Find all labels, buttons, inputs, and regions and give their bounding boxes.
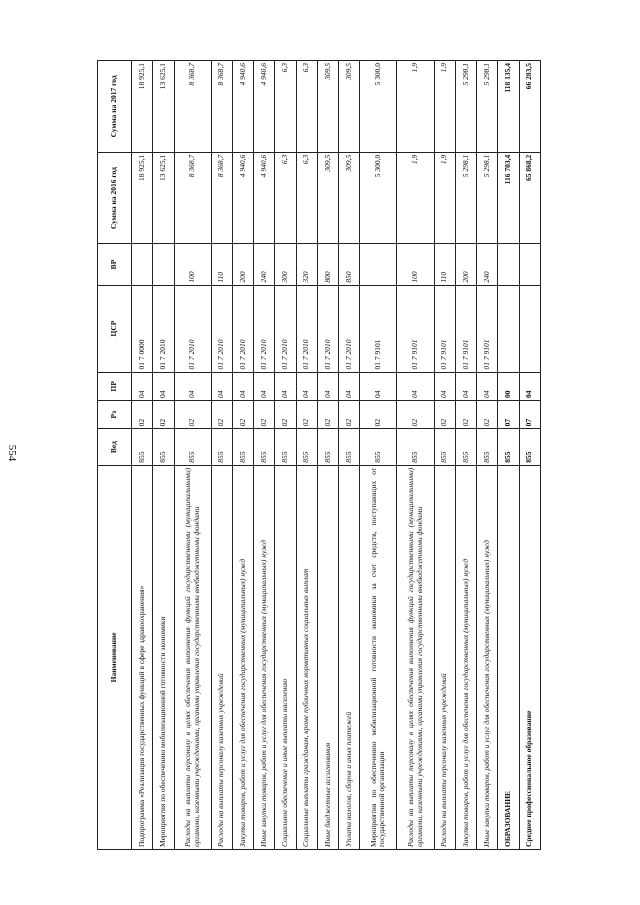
cell-vr: 800 xyxy=(317,244,338,285)
cell-sum2017: 309,5 xyxy=(339,61,360,153)
table-row xyxy=(360,61,397,850)
cell-ved: 855 xyxy=(397,429,434,465)
cell-sum2017: 309,5 xyxy=(317,61,338,153)
cell-vr: 100 xyxy=(397,244,434,285)
cell-csr: 01 7 9101 xyxy=(360,285,397,372)
header-name: Наименование xyxy=(98,465,132,849)
cell-ved: 855 xyxy=(455,429,476,465)
cell-pr: 04 xyxy=(519,372,540,400)
cell-vr: 240 xyxy=(254,244,275,285)
cell-sum2017: 13 625,1 xyxy=(153,61,174,153)
cell-csr: 01 7 9101 xyxy=(455,285,476,372)
cell-rz: 02 xyxy=(232,400,253,428)
table-row xyxy=(339,61,360,850)
cell-sum2017: 5 298,1 xyxy=(477,61,498,153)
cell-ved: 855 xyxy=(296,429,317,465)
cell-name: Среднее профессиональное образование xyxy=(519,465,540,849)
cell-name: Расходы на выплаты персоналу в целях обеспечения выполнения функций государственными (муниципальными) органами, казенными учреждениями, органами управления государственными внебюджетными фондами xyxy=(397,465,434,849)
cell-name: Мероприятия по обеспечению мобилизационной готовности экономики за счет средств, поступающих от государственной организации xyxy=(360,465,397,849)
cell-vr: 200 xyxy=(232,244,253,285)
table-row xyxy=(397,61,434,850)
cell-sum2016: 116 703,4 xyxy=(498,152,519,244)
cell-sum2016: 8 368,7 xyxy=(211,152,232,244)
cell-name: Социальные выплаты гражданам, кроме публичных нормативных социальных выплат xyxy=(296,465,317,849)
table-row xyxy=(519,61,540,850)
table-row xyxy=(211,61,232,850)
header-ved: Вед xyxy=(98,429,132,465)
cell-name: Закупка товаров, работ и услуг для обеспечения государственных (муниципальных) нужд xyxy=(232,465,253,849)
cell-csr: 01 7 2010 xyxy=(339,285,360,372)
cell-sum2017: 1,9 xyxy=(434,61,455,153)
budget-table-frame xyxy=(97,60,541,850)
cell-csr: 01 7 2010 xyxy=(153,285,174,372)
cell-sum2016: 18 925,1 xyxy=(132,152,153,244)
cell-rz: 02 xyxy=(360,400,397,428)
cell-sum2017: 8 368,7 xyxy=(211,61,232,153)
cell-sum2016: 4 940,6 xyxy=(254,152,275,244)
cell-csr: 01 7 0000 xyxy=(132,285,153,372)
cell-sum2016: 65 868,2 xyxy=(519,152,540,244)
table-row xyxy=(153,61,174,850)
table-row xyxy=(434,61,455,850)
cell-rz: 02 xyxy=(153,400,174,428)
cell-sum2017: 6,3 xyxy=(275,61,296,153)
cell-ved: 855 xyxy=(434,429,455,465)
cell-ved: 855 xyxy=(339,429,360,465)
cell-sum2016: 1,9 xyxy=(397,152,434,244)
table-row xyxy=(254,61,275,850)
cell-rz: 02 xyxy=(455,400,476,428)
cell-rz: 02 xyxy=(211,400,232,428)
cell-vr xyxy=(498,244,519,285)
cell-sum2017: 8 368,7 xyxy=(174,61,211,153)
cell-vr xyxy=(519,244,540,285)
cell-name: Расходы на выплаты персоналу казенных учреждений xyxy=(211,465,232,849)
cell-name: Подпрограмма «Реализация государственных функций в сфере здравоохранения» xyxy=(132,465,153,849)
cell-rz: 02 xyxy=(397,400,434,428)
cell-pr: 04 xyxy=(153,372,174,400)
cell-sum2017: 5 298,1 xyxy=(455,61,476,153)
cell-sum2016: 5 298,1 xyxy=(455,152,476,244)
cell-csr: 01 7 2010 xyxy=(211,285,232,372)
cell-name: ОБРАЗОВАНИЕ xyxy=(498,465,519,849)
cell-vr: 300 xyxy=(275,244,296,285)
cell-rz: 07 xyxy=(498,400,519,428)
rotated-page-area xyxy=(97,60,541,850)
header-pr: ПР xyxy=(98,372,132,400)
cell-pr: 04 xyxy=(211,372,232,400)
header-rz: Рз xyxy=(98,400,132,428)
cell-ved: 855 xyxy=(132,429,153,465)
header-csr: ЦСР xyxy=(98,285,132,372)
cell-ved: 855 xyxy=(360,429,397,465)
cell-sum2017: 118 135,4 xyxy=(498,61,519,153)
cell-pr: 04 xyxy=(397,372,434,400)
cell-pr: 04 xyxy=(434,372,455,400)
cell-pr: 04 xyxy=(296,372,317,400)
cell-rz: 02 xyxy=(339,400,360,428)
cell-csr xyxy=(498,285,519,372)
cell-vr: 100 xyxy=(174,244,211,285)
cell-sum2016: 1,9 xyxy=(434,152,455,244)
cell-rz: 02 xyxy=(132,400,153,428)
cell-rz: 02 xyxy=(174,400,211,428)
table-header-row xyxy=(98,61,132,850)
cell-pr: 04 xyxy=(132,372,153,400)
cell-ved: 855 xyxy=(174,429,211,465)
cell-pr: 04 xyxy=(174,372,211,400)
cell-vr xyxy=(153,244,174,285)
cell-sum2017: 6,3 xyxy=(296,61,317,153)
cell-sum2016: 4 940,6 xyxy=(232,152,253,244)
header-sum-2017: Сумма на 2017 год xyxy=(98,61,132,153)
cell-sum2016: 309,5 xyxy=(317,152,338,244)
cell-vr xyxy=(360,244,397,285)
cell-sum2016: 5 298,1 xyxy=(477,152,498,244)
cell-sum2017: 66 283,5 xyxy=(519,61,540,153)
cell-name: Уплата налогов, сборов и иных платежей xyxy=(339,465,360,849)
cell-ved: 855 xyxy=(275,429,296,465)
cell-ved: 855 xyxy=(317,429,338,465)
cell-pr: 04 xyxy=(360,372,397,400)
page-number-area xyxy=(0,0,24,905)
cell-pr: 04 xyxy=(275,372,296,400)
cell-csr: 01 7 2010 xyxy=(317,285,338,372)
cell-sum2016: 6,3 xyxy=(296,152,317,244)
cell-vr: 200 xyxy=(455,244,476,285)
header-sum-2016: Сумма на 2016 год xyxy=(98,152,132,244)
cell-ved: 855 xyxy=(254,429,275,465)
cell-name: Расходы на выплаты персоналу в целях обеспечения выполнения функций государственными (муниципальными) органами, казенными учреждениями, органами управления государственными внебюджетными фондами xyxy=(174,465,211,849)
cell-vr xyxy=(132,244,153,285)
cell-csr: 01 7 2010 xyxy=(296,285,317,372)
cell-name: Иные бюджетные ассигнования xyxy=(317,465,338,849)
cell-name: Иные закупки товаров, работ и услуг для обеспечения государственных (муниципальных) нужд xyxy=(477,465,498,849)
cell-rz: 02 xyxy=(477,400,498,428)
cell-sum2017: 5 300,0 xyxy=(360,61,397,153)
cell-vr: 320 xyxy=(296,244,317,285)
cell-rz: 02 xyxy=(254,400,275,428)
budget-table xyxy=(97,60,541,850)
cell-sum2016: 8 368,7 xyxy=(174,152,211,244)
cell-name: Социальное обеспечение и иные выплаты населению xyxy=(275,465,296,849)
cell-csr: 01 7 9101 xyxy=(434,285,455,372)
cell-sum2016: 5 300,0 xyxy=(360,152,397,244)
cell-sum2016: 309,5 xyxy=(339,152,360,244)
page-number: 554 xyxy=(6,444,18,461)
cell-sum2017: 4 940,6 xyxy=(232,61,253,153)
cell-vr: 850 xyxy=(339,244,360,285)
cell-pr: 04 xyxy=(339,372,360,400)
table-row xyxy=(477,61,498,850)
table-row xyxy=(232,61,253,850)
cell-rz: 02 xyxy=(275,400,296,428)
table-row xyxy=(174,61,211,850)
table-row xyxy=(132,61,153,850)
table-row xyxy=(296,61,317,850)
cell-csr: 01 7 2010 xyxy=(254,285,275,372)
cell-sum2017: 1,9 xyxy=(397,61,434,153)
cell-rz: 02 xyxy=(296,400,317,428)
cell-pr: 04 xyxy=(232,372,253,400)
cell-sum2016: 6,3 xyxy=(275,152,296,244)
cell-ved: 855 xyxy=(232,429,253,465)
cell-pr: 04 xyxy=(455,372,476,400)
cell-csr: 01 7 2010 xyxy=(275,285,296,372)
cell-csr: 01 7 2010 xyxy=(232,285,253,372)
cell-rz: 02 xyxy=(317,400,338,428)
cell-pr: 00 xyxy=(498,372,519,400)
cell-vr: 110 xyxy=(434,244,455,285)
cell-name: Мероприятия по обеспечению мобилизационной готовности экономики xyxy=(153,465,174,849)
cell-ved: 855 xyxy=(519,429,540,465)
cell-ved: 855 xyxy=(477,429,498,465)
cell-sum2016: 13 625,1 xyxy=(153,152,174,244)
cell-csr: 01 7 2010 xyxy=(174,285,211,372)
cell-name: Расходы на выплаты персоналу казенных учреждений xyxy=(434,465,455,849)
cell-vr: 110 xyxy=(211,244,232,285)
cell-pr: 04 xyxy=(317,372,338,400)
cell-name: Закупка товаров, работ и услуг для обеспечения государственных (муниципальных) нужд xyxy=(455,465,476,849)
header-vr: ВР xyxy=(98,244,132,285)
cell-rz: 02 xyxy=(434,400,455,428)
cell-csr: 01 7 9101 xyxy=(477,285,498,372)
cell-vr: 240 xyxy=(477,244,498,285)
cell-pr: 04 xyxy=(477,372,498,400)
table-body xyxy=(132,61,541,850)
cell-csr xyxy=(519,285,540,372)
cell-csr: 01 7 9101 xyxy=(397,285,434,372)
cell-sum2017: 4 940,6 xyxy=(254,61,275,153)
cell-ved: 855 xyxy=(498,429,519,465)
table-row xyxy=(455,61,476,850)
cell-sum2017: 18 925,1 xyxy=(132,61,153,153)
cell-pr: 04 xyxy=(254,372,275,400)
cell-ved: 855 xyxy=(153,429,174,465)
cell-name: Иные закупки товаров, работ и услуг для обеспечения государственных (муниципальных) нужд xyxy=(254,465,275,849)
table-row xyxy=(275,61,296,850)
cell-rz: 07 xyxy=(519,400,540,428)
table-row xyxy=(317,61,338,850)
cell-ved: 855 xyxy=(211,429,232,465)
table-row xyxy=(498,61,519,850)
